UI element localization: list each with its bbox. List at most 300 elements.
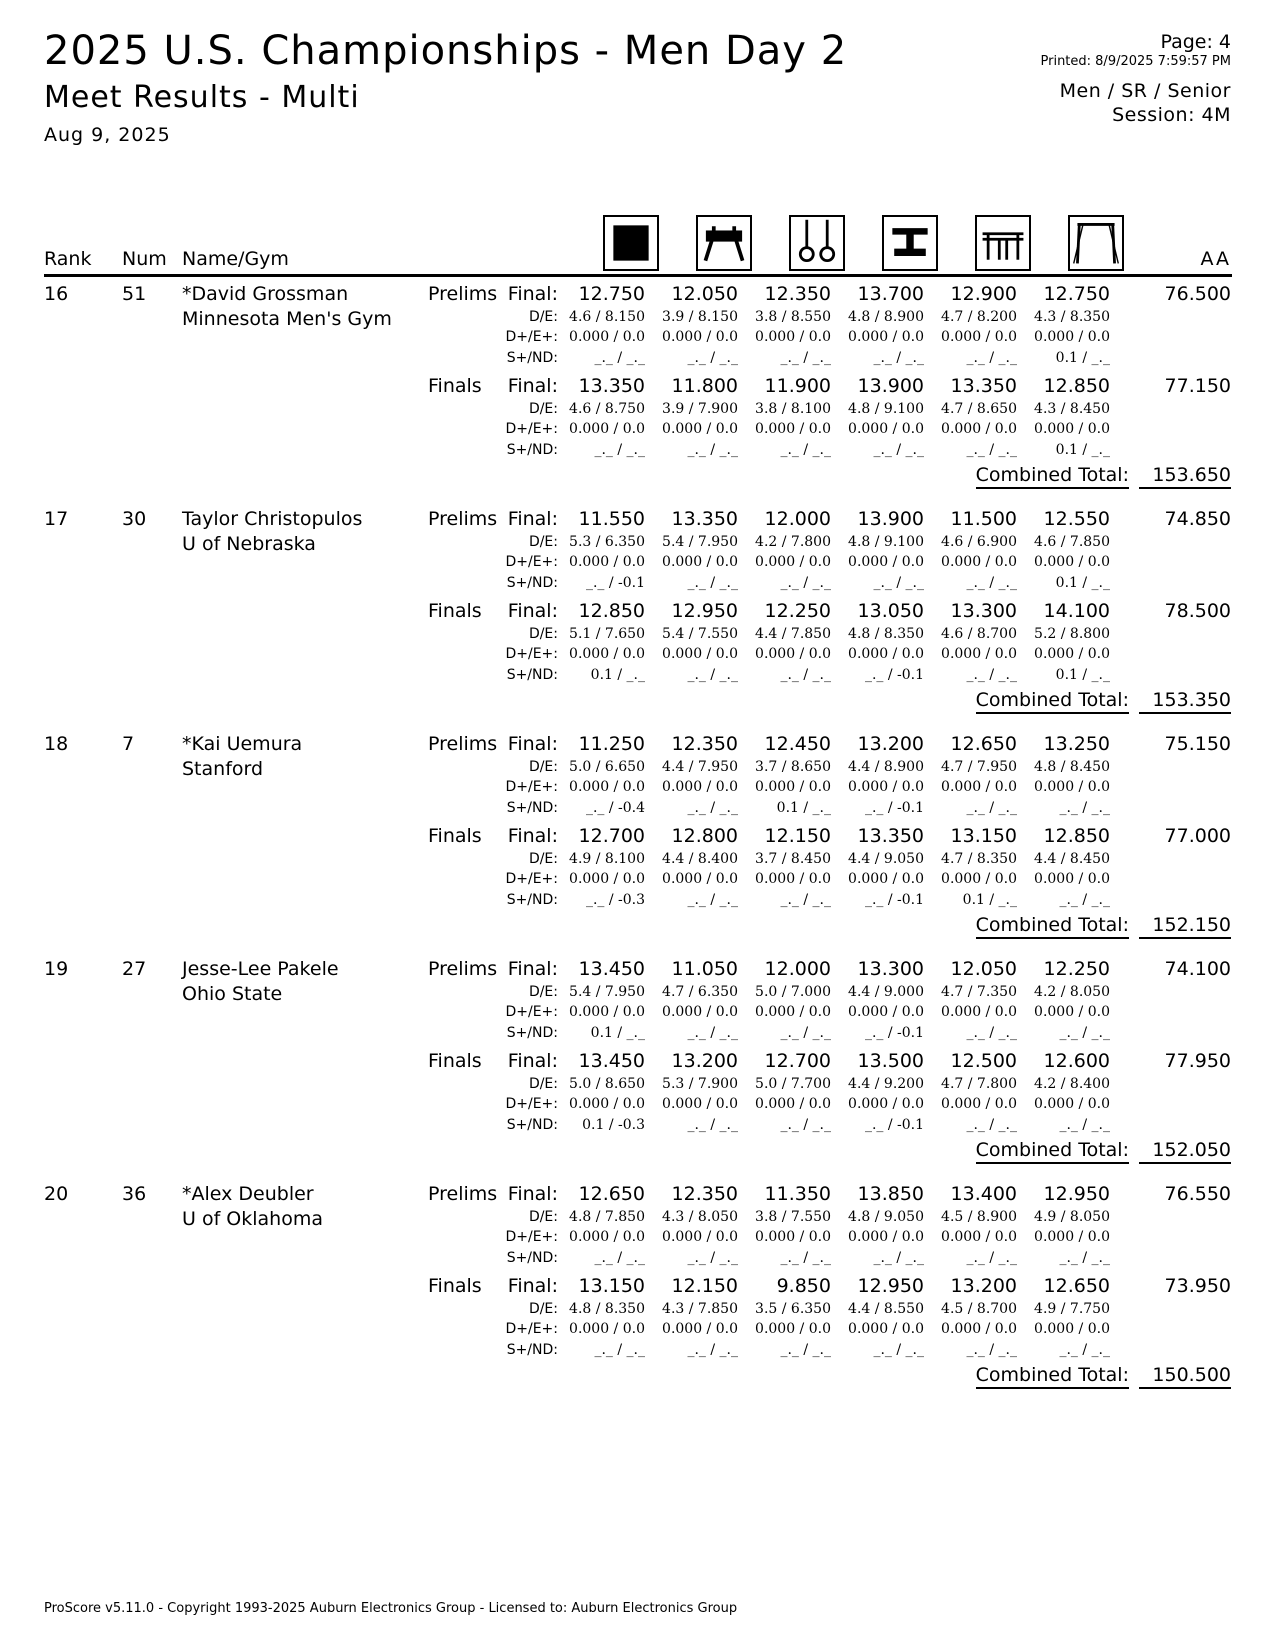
final-score: 9.850 — [776, 1275, 831, 1297]
dpe-score: 0.000 / 0.0 — [755, 1096, 831, 1112]
competitor-number: 30 — [122, 508, 147, 530]
header-rule — [44, 274, 1232, 277]
de-score: 4.2 / 8.050 — [1034, 984, 1110, 1000]
final-score: 13.250 — [1043, 733, 1110, 755]
dpe-label: D+/E+: — [505, 1321, 558, 1337]
combined-total — [976, 464, 1231, 489]
de-score: 5.0 / 6.650 — [569, 759, 645, 775]
snd-score: _._ / -0.4 — [585, 800, 645, 816]
dpe-score: 0.000 / 0.0 — [755, 1229, 831, 1245]
de-score: 4.4 / 7.850 — [755, 626, 831, 642]
snd-score: _._ / _._ — [1059, 1117, 1110, 1133]
round-label: Finals — [428, 375, 482, 397]
dpe-score: 0.000 / 0.0 — [569, 646, 645, 662]
final-label: Final: — [507, 1275, 558, 1297]
final-score: 11.350 — [764, 1183, 831, 1205]
dpe-score: 0.000 / 0.0 — [1034, 329, 1110, 345]
dpe-score: 0.000 / 0.0 — [662, 1004, 738, 1020]
dpe-score: 0.000 / 0.0 — [1034, 1321, 1110, 1337]
de-score: 4.9 / 8.100 — [569, 851, 645, 867]
dpe-score: 0.000 / 0.0 — [662, 1229, 738, 1245]
de-score: 3.8 / 8.100 — [755, 401, 831, 417]
page-number: Page: 4 — [1160, 31, 1231, 53]
final-score: 12.350 — [764, 283, 831, 305]
report-subtitle: Meet Results - Multi — [44, 80, 360, 115]
dpe-score: 0.000 / 0.0 — [941, 421, 1017, 437]
rank: 16 — [44, 283, 69, 305]
final-score: 13.200 — [671, 1050, 738, 1072]
athlete-name: Jesse-Lee Pakele — [182, 958, 339, 980]
snd-score: _._ / -0.1 — [864, 800, 924, 816]
pommel-horse-icon — [696, 215, 752, 271]
dpe-score: 0.000 / 0.0 — [848, 554, 924, 570]
dpe-score: 0.000 / 0.0 — [848, 1096, 924, 1112]
dpe-score: 0.000 / 0.0 — [1034, 421, 1110, 437]
de-score: 3.8 / 7.550 — [755, 1209, 831, 1225]
final-label: Final: — [507, 733, 558, 755]
snd-score: _._ / _._ — [594, 350, 645, 366]
dpe-score: 0.000 / 0.0 — [662, 646, 738, 662]
dpe-score: 0.000 / 0.0 — [662, 871, 738, 887]
dpe-score: 0.000 / 0.0 — [755, 871, 831, 887]
dpe-score: 0.000 / 0.0 — [941, 1096, 1017, 1112]
de-score: 4.3 / 7.850 — [662, 1301, 738, 1317]
final-score: 13.450 — [578, 1050, 645, 1072]
dpe-score: 0.000 / 0.0 — [662, 421, 738, 437]
de-score: 4.8 / 9.050 — [848, 1209, 924, 1225]
snd-label: S+/ND: — [506, 350, 558, 366]
dpe-score: 0.000 / 0.0 — [848, 1004, 924, 1020]
competitor-number: 7 — [122, 733, 135, 755]
final-score: 12.950 — [1043, 1183, 1110, 1205]
final-score: 13.050 — [857, 600, 924, 622]
de-score: 4.5 / 8.700 — [941, 1301, 1017, 1317]
aa-score: 74.850 — [1164, 508, 1231, 530]
final-score: 14.100 — [1043, 600, 1110, 622]
round-label: Finals — [428, 1275, 482, 1297]
dpe-score: 0.000 / 0.0 — [848, 871, 924, 887]
round-label: Prelims — [428, 958, 498, 980]
de-score: 4.4 / 9.050 — [848, 851, 924, 867]
name-gym-column-header: Name/Gym — [182, 248, 289, 270]
snd-score: _._ / _._ — [966, 1117, 1017, 1133]
dpe-score: 0.000 / 0.0 — [848, 329, 924, 345]
dpe-label: D+/E+: — [505, 871, 558, 887]
final-score: 13.350 — [578, 375, 645, 397]
de-score: 4.7 / 7.800 — [941, 1076, 1017, 1092]
snd-score: _._ / _._ — [780, 667, 831, 683]
dpe-score: 0.000 / 0.0 — [1034, 1004, 1110, 1020]
dpe-score: 0.000 / 0.0 — [941, 871, 1017, 887]
dpe-score: 0.000 / 0.0 — [941, 646, 1017, 662]
final-score: 13.350 — [857, 825, 924, 847]
combined-total — [976, 1139, 1231, 1164]
de-score: 4.6 / 8.750 — [569, 401, 645, 417]
snd-score: 0.1 / _._ — [962, 892, 1017, 908]
dpe-label: D+/E+: — [505, 329, 558, 345]
dpe-label: D+/E+: — [505, 421, 558, 437]
vault-icon — [882, 215, 938, 271]
dpe-score: 0.000 / 0.0 — [569, 554, 645, 570]
final-score: 12.700 — [578, 825, 645, 847]
final-score: 13.450 — [578, 958, 645, 980]
snd-score: _._ / _._ — [594, 1250, 645, 1266]
aa-score: 75.150 — [1164, 733, 1231, 755]
dpe-score: 0.000 / 0.0 — [848, 421, 924, 437]
round-label: Finals — [428, 600, 482, 622]
de-score: 4.6 / 7.850 — [1034, 534, 1110, 550]
snd-score: _._ / -0.1 — [864, 1117, 924, 1133]
dpe-score: 0.000 / 0.0 — [569, 779, 645, 795]
de-score: 4.9 / 8.050 — [1034, 1209, 1110, 1225]
snd-score: _._ / -0.1 — [864, 1025, 924, 1041]
de-score: 4.6 / 6.900 — [941, 534, 1017, 550]
combined-total-value: 152.050 — [1139, 1139, 1231, 1164]
athlete-name: Taylor Christopulos — [182, 508, 363, 530]
final-score: 11.500 — [950, 508, 1017, 530]
de-label: D/E: — [528, 1076, 558, 1092]
final-score: 12.000 — [764, 508, 831, 530]
dpe-score: 0.000 / 0.0 — [569, 1004, 645, 1020]
final-score: 12.950 — [857, 1275, 924, 1297]
snd-label: S+/ND: — [506, 667, 558, 683]
de-score: 4.4 / 8.900 — [848, 759, 924, 775]
de-score: 3.9 / 8.150 — [662, 309, 738, 325]
de-score: 4.4 / 8.400 — [662, 851, 738, 867]
final-score: 11.800 — [671, 375, 738, 397]
snd-score: _._ / _._ — [873, 575, 924, 591]
dpe-score: 0.000 / 0.0 — [848, 1229, 924, 1245]
dpe-label: D+/E+: — [505, 1004, 558, 1020]
snd-score: _._ / _._ — [780, 350, 831, 366]
snd-score: _._ / _._ — [873, 1342, 924, 1358]
aa-column-header: AA — [1200, 248, 1231, 270]
dpe-label: D+/E+: — [505, 1229, 558, 1245]
snd-label: S+/ND: — [506, 442, 558, 458]
round-label: Prelims — [428, 508, 498, 530]
snd-score: _._ / _._ — [687, 442, 738, 458]
final-score: 12.050 — [671, 283, 738, 305]
combined-total-label: Combined Total: — [976, 914, 1129, 939]
division-label: Men / SR / Senior — [1059, 80, 1231, 102]
aa-score: 77.000 — [1164, 825, 1231, 847]
snd-score: _._ / _._ — [873, 350, 924, 366]
de-score: 4.7 / 8.350 — [941, 851, 1017, 867]
de-score: 4.4 / 7.950 — [662, 759, 738, 775]
dpe-score: 0.000 / 0.0 — [755, 1321, 831, 1337]
round-label: Finals — [428, 825, 482, 847]
combined-total-value: 150.500 — [1139, 1364, 1231, 1389]
snd-score: _._ / _._ — [780, 1250, 831, 1266]
final-score: 12.150 — [764, 825, 831, 847]
aa-score: 76.550 — [1164, 1183, 1231, 1205]
session-label: Session: 4M — [1112, 104, 1231, 126]
de-score: 4.8 / 8.350 — [848, 626, 924, 642]
snd-score: _._ / _._ — [687, 667, 738, 683]
aa-score: 76.500 — [1164, 283, 1231, 305]
dpe-score: 0.000 / 0.0 — [848, 779, 924, 795]
de-score: 4.4 / 9.200 — [848, 1076, 924, 1092]
final-score: 12.650 — [1043, 1275, 1110, 1297]
snd-score: _._ / _._ — [966, 800, 1017, 816]
de-score: 4.3 / 8.450 — [1034, 401, 1110, 417]
final-score: 12.700 — [764, 1050, 831, 1072]
rank: 20 — [44, 1183, 69, 1205]
de-score: 4.7 / 6.350 — [662, 984, 738, 1000]
snd-score: _._ / -0.1 — [864, 892, 924, 908]
dpe-score: 0.000 / 0.0 — [755, 421, 831, 437]
dpe-score: 0.000 / 0.0 — [941, 1004, 1017, 1020]
snd-score: _._ / _._ — [780, 442, 831, 458]
final-score: 13.500 — [857, 1050, 924, 1072]
de-score: 4.3 / 8.050 — [662, 1209, 738, 1225]
still-rings-icon — [789, 215, 845, 271]
dpe-score: 0.000 / 0.0 — [755, 554, 831, 570]
de-score: 4.8 / 8.350 — [569, 1301, 645, 1317]
final-score: 12.350 — [671, 733, 738, 755]
dpe-score: 0.000 / 0.0 — [848, 646, 924, 662]
final-score: 13.400 — [950, 1183, 1017, 1205]
snd-score: _._ / _._ — [780, 1117, 831, 1133]
final-label: Final: — [507, 600, 558, 622]
round-label: Finals — [428, 1050, 482, 1072]
de-score: 5.0 / 7.700 — [755, 1076, 831, 1092]
rank: 17 — [44, 508, 69, 530]
final-score: 12.350 — [671, 1183, 738, 1205]
snd-score: 0.1 / _._ — [1055, 442, 1110, 458]
athlete-gym: U of Oklahoma — [182, 1208, 323, 1230]
final-score: 13.900 — [857, 508, 924, 530]
de-score: 3.8 / 8.550 — [755, 309, 831, 325]
dpe-score: 0.000 / 0.0 — [755, 646, 831, 662]
final-score: 12.450 — [764, 733, 831, 755]
snd-score: _._ / _._ — [1059, 1342, 1110, 1358]
dpe-score: 0.000 / 0.0 — [848, 1321, 924, 1337]
snd-score: _._ / _._ — [687, 575, 738, 591]
de-score: 4.6 / 8.700 — [941, 626, 1017, 642]
final-score: 12.650 — [950, 733, 1017, 755]
dpe-score: 0.000 / 0.0 — [569, 1096, 645, 1112]
snd-label: S+/ND: — [506, 1117, 558, 1133]
rank: 19 — [44, 958, 69, 980]
snd-score: _._ / _._ — [780, 575, 831, 591]
athlete-name: *Alex Deubler — [182, 1183, 314, 1205]
de-score: 5.2 / 8.800 — [1034, 626, 1110, 642]
snd-score: 0.1 / _._ — [590, 1025, 645, 1041]
dpe-score: 0.000 / 0.0 — [569, 871, 645, 887]
final-score: 12.750 — [1043, 283, 1110, 305]
de-score: 4.9 / 7.750 — [1034, 1301, 1110, 1317]
competitor-number: 51 — [122, 283, 147, 305]
final-score: 12.600 — [1043, 1050, 1110, 1072]
dpe-label: D+/E+: — [505, 779, 558, 795]
final-score: 12.650 — [578, 1183, 645, 1205]
dpe-score: 0.000 / 0.0 — [941, 329, 1017, 345]
final-score: 12.250 — [764, 600, 831, 622]
meet-title: 2025 U.S. Championships - Men Day 2 — [44, 28, 848, 74]
de-score: 5.3 / 7.900 — [662, 1076, 738, 1092]
snd-score: 0.1 / _._ — [1055, 667, 1110, 683]
dpe-score: 0.000 / 0.0 — [941, 1321, 1017, 1337]
snd-score: _._ / _._ — [780, 892, 831, 908]
combined-total-label: Combined Total: — [976, 1364, 1129, 1389]
combined-total-value: 152.150 — [1139, 914, 1231, 939]
aa-score: 78.500 — [1164, 600, 1231, 622]
final-label: Final: — [507, 825, 558, 847]
de-score: 3.7 / 8.650 — [755, 759, 831, 775]
dpe-score: 0.000 / 0.0 — [1034, 554, 1110, 570]
final-score: 12.850 — [1043, 375, 1110, 397]
final-label: Final: — [507, 508, 558, 530]
de-score: 4.8 / 9.100 — [848, 534, 924, 550]
dpe-score: 0.000 / 0.0 — [941, 1229, 1017, 1245]
de-score: 4.4 / 9.000 — [848, 984, 924, 1000]
snd-score: _._ / _._ — [1059, 892, 1110, 908]
de-score: 4.8 / 7.850 — [569, 1209, 645, 1225]
final-score: 12.550 — [1043, 508, 1110, 530]
dpe-score: 0.000 / 0.0 — [1034, 871, 1110, 887]
de-score: 4.7 / 7.950 — [941, 759, 1017, 775]
snd-label: S+/ND: — [506, 892, 558, 908]
combined-total-label: Combined Total: — [976, 464, 1129, 489]
dpe-score: 0.000 / 0.0 — [1034, 1229, 1110, 1245]
snd-score: _._ / _._ — [687, 800, 738, 816]
final-score: 12.950 — [671, 600, 738, 622]
final-score: 13.200 — [857, 733, 924, 755]
final-score: 12.500 — [950, 1050, 1017, 1072]
final-score: 11.550 — [578, 508, 645, 530]
final-score: 13.150 — [950, 825, 1017, 847]
snd-label: S+/ND: — [506, 800, 558, 816]
final-label: Final: — [507, 958, 558, 980]
athlete-gym: Minnesota Men's Gym — [182, 308, 392, 330]
rank-column-header: Rank — [44, 248, 92, 270]
rank: 18 — [44, 733, 69, 755]
round-label: Prelims — [428, 1183, 498, 1205]
final-score: 13.350 — [671, 508, 738, 530]
de-label: D/E: — [528, 1301, 558, 1317]
competitor-number: 36 — [122, 1183, 147, 1205]
combined-total — [976, 689, 1231, 714]
de-score: 4.3 / 8.350 — [1034, 309, 1110, 325]
aa-score: 73.950 — [1164, 1275, 1231, 1297]
athlete-gym: Stanford — [182, 758, 264, 780]
de-score: 4.8 / 8.900 — [848, 309, 924, 325]
dpe-score: 0.000 / 0.0 — [662, 554, 738, 570]
snd-score: _._ / _._ — [873, 1250, 924, 1266]
final-label: Final: — [507, 375, 558, 397]
snd-score: _._ / _._ — [1059, 1025, 1110, 1041]
high-bar-icon — [1068, 215, 1124, 271]
snd-score: _._ / _._ — [966, 442, 1017, 458]
dpe-score: 0.000 / 0.0 — [662, 329, 738, 345]
snd-label: S+/ND: — [506, 1342, 558, 1358]
snd-score: _._ / _._ — [966, 575, 1017, 591]
final-score: 12.750 — [578, 283, 645, 305]
dpe-score: 0.000 / 0.0 — [569, 421, 645, 437]
snd-score: _._ / _._ — [687, 350, 738, 366]
final-score: 12.850 — [578, 600, 645, 622]
de-score: 4.7 / 8.200 — [941, 309, 1017, 325]
final-label: Final: — [507, 1183, 558, 1205]
snd-label: S+/ND: — [506, 1250, 558, 1266]
floor-exercise-icon — [603, 215, 659, 271]
snd-score: 0.1 / -0.3 — [582, 1117, 645, 1133]
dpe-score: 0.000 / 0.0 — [1034, 1096, 1110, 1112]
final-score: 13.300 — [950, 600, 1017, 622]
dpe-score: 0.000 / 0.0 — [569, 329, 645, 345]
dpe-score: 0.000 / 0.0 — [1034, 646, 1110, 662]
final-score: 11.050 — [671, 958, 738, 980]
de-score: 5.4 / 7.550 — [662, 626, 738, 642]
de-label: D/E: — [528, 984, 558, 1000]
combined-total-label: Combined Total: — [976, 689, 1129, 714]
dpe-score: 0.000 / 0.0 — [755, 329, 831, 345]
snd-score: 0.1 / _._ — [1055, 575, 1110, 591]
round-label: Prelims — [428, 733, 498, 755]
final-score: 13.200 — [950, 1275, 1017, 1297]
snd-score: _._ / _._ — [780, 1342, 831, 1358]
de-label: D/E: — [528, 851, 558, 867]
de-score: 3.7 / 8.450 — [755, 851, 831, 867]
snd-score: _._ / -0.1 — [864, 667, 924, 683]
snd-score: _._ / _._ — [687, 1342, 738, 1358]
dpe-score: 0.000 / 0.0 — [662, 779, 738, 795]
snd-score: 0.1 / _._ — [1055, 350, 1110, 366]
final-label: Final: — [507, 1050, 558, 1072]
final-score: 13.350 — [950, 375, 1017, 397]
de-score: 5.4 / 7.950 — [662, 534, 738, 550]
parallel-bars-icon — [975, 215, 1031, 271]
snd-score: 0.1 / _._ — [590, 667, 645, 683]
snd-score: _._ / _._ — [687, 1025, 738, 1041]
snd-score: _._ / _._ — [1059, 1250, 1110, 1266]
final-score: 11.250 — [578, 733, 645, 755]
de-label: D/E: — [528, 401, 558, 417]
athlete-gym: Ohio State — [182, 983, 283, 1005]
competitor-number: 27 — [122, 958, 147, 980]
de-score: 4.4 / 8.450 — [1034, 851, 1110, 867]
combined-total-value: 153.350 — [1139, 689, 1231, 714]
meet-date: Aug 9, 2025 — [44, 124, 171, 146]
snd-label: S+/ND: — [506, 1025, 558, 1041]
dpe-score: 0.000 / 0.0 — [1034, 779, 1110, 795]
dpe-score: 0.000 / 0.0 — [662, 1321, 738, 1337]
de-score: 5.1 / 7.650 — [569, 626, 645, 642]
de-score: 4.6 / 8.150 — [569, 309, 645, 325]
snd-score: _._ / _._ — [780, 1025, 831, 1041]
snd-score: _._ / _._ — [687, 1117, 738, 1133]
de-score: 4.7 / 7.350 — [941, 984, 1017, 1000]
snd-score: _._ / _._ — [873, 442, 924, 458]
dpe-score: 0.000 / 0.0 — [662, 1096, 738, 1112]
dpe-score: 0.000 / 0.0 — [941, 779, 1017, 795]
dpe-score: 0.000 / 0.0 — [569, 1321, 645, 1337]
snd-score: _._ / _._ — [966, 350, 1017, 366]
de-label: D/E: — [528, 1209, 558, 1225]
snd-score: _._ / _._ — [966, 1025, 1017, 1041]
final-score: 12.850 — [1043, 825, 1110, 847]
final-score: 12.250 — [1043, 958, 1110, 980]
snd-score: _._ / -0.1 — [585, 575, 645, 591]
dpe-score: 0.000 / 0.0 — [941, 554, 1017, 570]
de-label: D/E: — [528, 309, 558, 325]
num-column-header: Num — [122, 248, 167, 270]
final-score: 12.900 — [950, 283, 1017, 305]
snd-score: _._ / _._ — [966, 1342, 1017, 1358]
footer-copyright: ProScore v5.11.0 - Copyright 1993-2025 Auburn Electronics Group - Licensed to: Auburn Electronics Group — [44, 1601, 738, 1616]
de-label: D/E: — [528, 759, 558, 775]
